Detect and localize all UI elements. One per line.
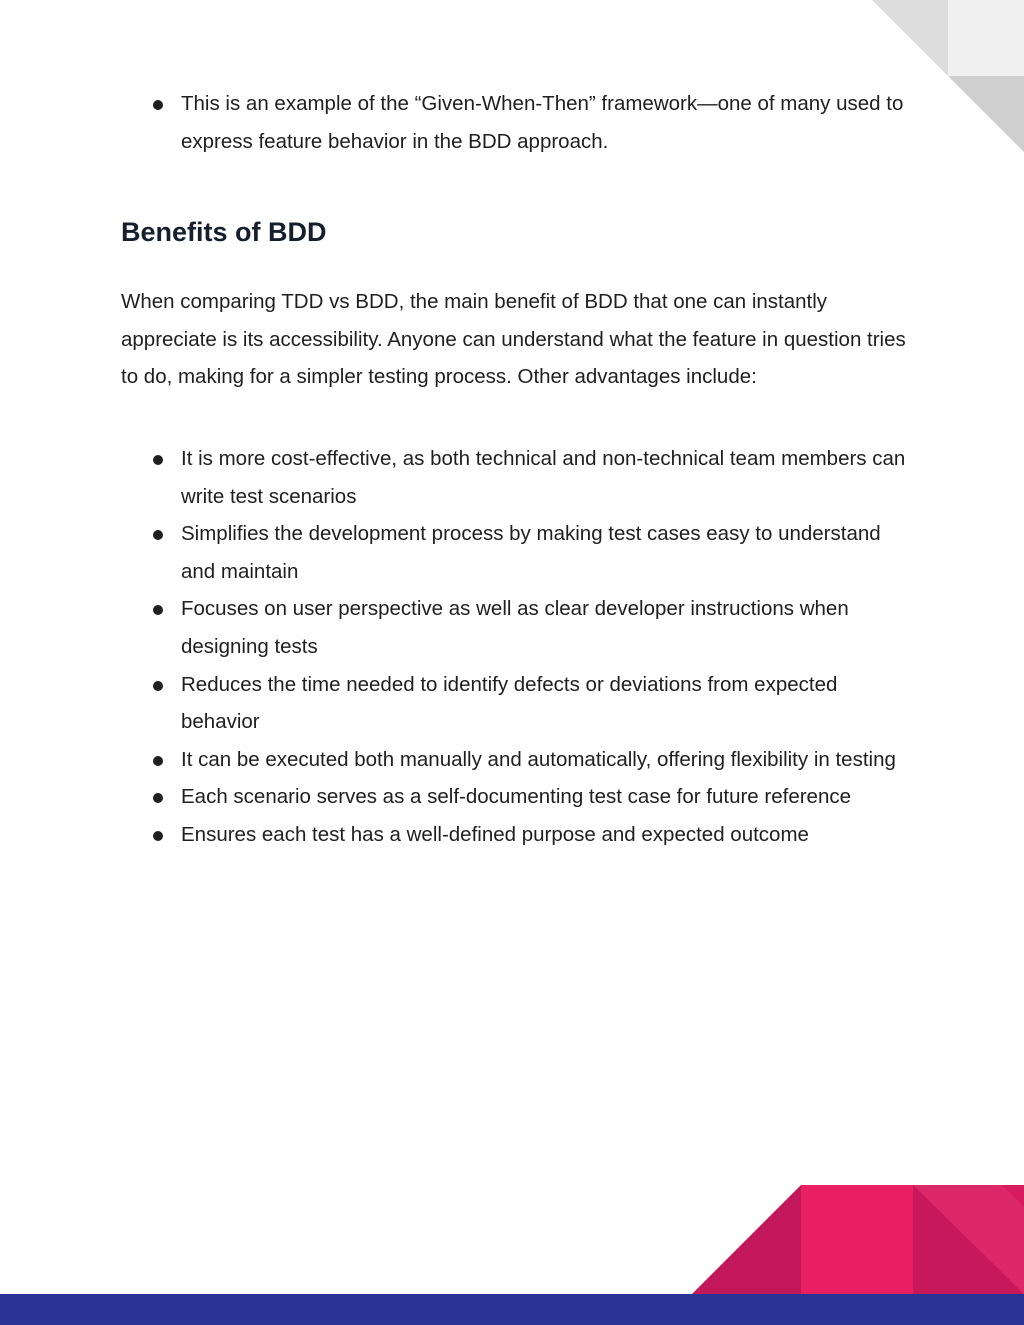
list-item [121,440,911,515]
benefits-bullet-list [121,440,911,854]
list-item-text: Each scenario serves as a self-documenting test case for future reference [181,785,852,809]
bullet-icon [153,455,163,465]
list-item [121,85,911,160]
section-heading: Benefits of BDD [121,217,327,248]
bullet-icon [153,756,163,766]
footer-bar [0,1294,1024,1325]
list-item-text: This is an example of the “Given-When-Then” framework—one of many used to express feature behavior in the BDD approach. [181,92,904,153]
list-item [121,816,911,854]
section-paragraph: When comparing TDD vs BDD, the main benefit of BDD that one can instantly appreciate is its accessibility. Anyone can understand what the feature in question tries to do, making for a simpler testing process. Other advantages include: [121,290,906,389]
list-item [121,666,911,741]
list-item [121,590,911,665]
intro-bullet-list [121,85,911,160]
bullet-icon [153,681,163,691]
bullet-icon [153,831,163,841]
list-item-text: Simplifies the development process by making test cases easy to understand and maintain [181,522,881,583]
list-item-text: It is more cost-effective, as both technical and non-technical team members can write test scenarios [181,446,906,508]
list-item-text: Reduces the time needed to identify defects or deviations from expected behavior [181,672,838,734]
bullet-icon [153,100,163,110]
bullet-icon [153,530,163,540]
list-item-text: It can be executed both manually and automatically, offering flexibility in testing [181,747,896,771]
page-content [121,85,911,854]
list-item [121,778,911,816]
list-item-text: Ensures each test has a well-defined purpose and expected outcome [181,822,809,846]
list-item-text: Focuses on user perspective as well as clear developer instructions when designing tests [181,597,849,658]
bullet-icon [153,605,163,615]
list-item [121,515,911,590]
bullet-icon [153,793,163,803]
corner-decoration-bottom [692,1185,1024,1294]
list-item [121,741,911,779]
